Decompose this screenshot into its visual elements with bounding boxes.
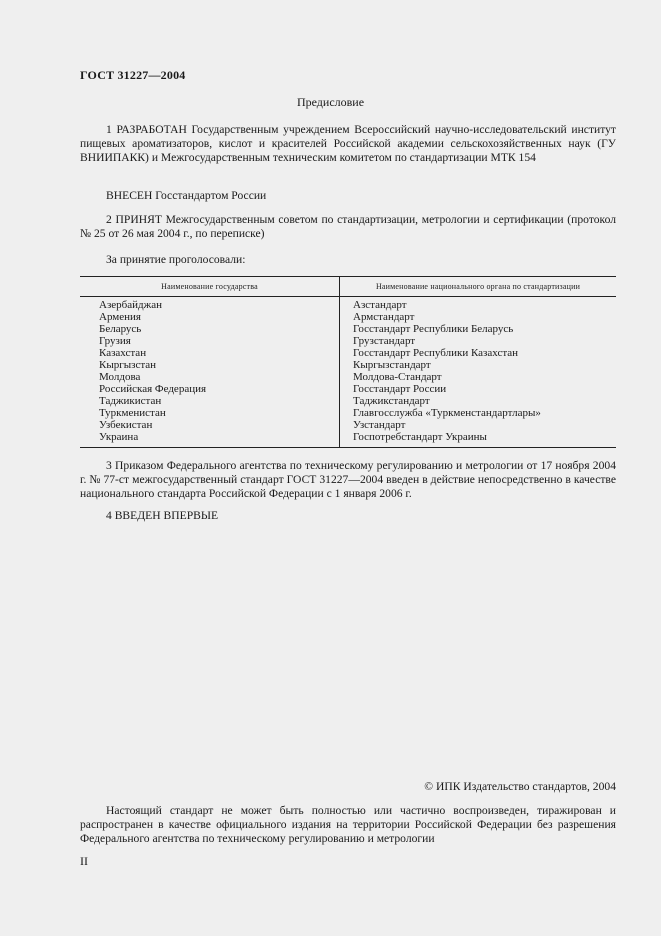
state-cell: Казахстан <box>80 347 340 359</box>
column-header-body: Наименование национального органа по стандартизации <box>340 277 617 297</box>
table-row <box>80 431 616 448</box>
standards-body-cell: Таджикстандарт <box>353 395 430 407</box>
state-cell: Узбекистан <box>80 419 340 431</box>
page-number: II <box>80 854 88 868</box>
item-adopted: 2 ПРИНЯТ Межгосударственным советом по стандартизации, метрологии и сертификации (протокол № 25 от 26 мая 2004 г., по переписке) <box>80 213 616 240</box>
state-cell: Молдова <box>80 371 340 383</box>
state-cell: Беларусь <box>80 323 340 335</box>
table-row <box>80 297 616 312</box>
standards-body-cell: Главгосслужба «Туркменстандартлары» <box>353 407 541 419</box>
table-row <box>80 395 616 407</box>
standards-body-cell: Госпотребстандарт Украины <box>340 431 617 448</box>
table-row <box>80 359 616 371</box>
state-cell: Армения <box>80 311 340 323</box>
state-cell: Таджикистан <box>80 395 340 407</box>
item-voted-intro: За принятие проголосовали: <box>106 253 246 266</box>
state-cell: Кыргызстан <box>80 359 340 371</box>
item-order: 3 Приказом Федерального агентства по техническому регулированию и метрологии от 17 ноября 2004 г. № 77-ст межгосударственный стандарт ГОСТ 31227—2004 введен в действие непосредственно в качестве национального стандарта Российской Федерации с 1 января 2006 г. <box>80 459 616 500</box>
standards-body-cell: Узстандарт <box>353 419 406 431</box>
standards-body-cell: Госстандарт Республики Казахстан <box>353 347 519 359</box>
standards-body-cell: Госстандарт Республики Беларусь <box>353 323 514 335</box>
copyright-notice: © ИПК Издательство стандартов, 2004 <box>424 780 616 793</box>
footer-note: Настоящий стандарт не может быть полностью или частично воспроизведен, тиражирован и распространен в качестве официального издания на территории Российской Федерации без разрешения Федерального агентства по техническому регулированию и метрологии <box>80 804 616 845</box>
state-cell: Грузия <box>80 335 340 347</box>
table-row <box>80 419 616 431</box>
vote-table-header <box>80 277 616 297</box>
section-title: Предисловие <box>296 95 365 109</box>
item-developed: 1 РАЗРАБОТАН Государственным учреждением Всероссийский научно-исследовательский институт пищевых ароматизаторов, кислот и красителей Российской академии сельскохозяйственных наук (ГУ ВНИИПАКК) и Межгосударственным техническим комитетом по стандартизации МТК 154 <box>80 123 616 164</box>
item-first-time: 4 ВВЕДЕН ВПЕРВЫЕ <box>106 509 219 522</box>
table-row <box>80 407 616 419</box>
table-row <box>80 335 616 347</box>
state-cell: Азербайджан <box>80 297 340 312</box>
table-row <box>80 323 616 335</box>
table-row <box>80 311 616 323</box>
standards-body-cell: Госстандарт России <box>353 383 447 395</box>
state-cell: Туркменистан <box>80 407 340 419</box>
standards-body-cell: Армстандарт <box>353 311 415 323</box>
column-header-state: Наименование государства <box>80 277 340 297</box>
document-code: ГОСТ 31227—2004 <box>80 68 186 82</box>
vote-table <box>80 276 616 448</box>
table-row <box>80 383 616 395</box>
item-introduced: ВНЕСЕН Госстандартом России <box>106 189 267 202</box>
standards-body-cell: Кыргызстандарт <box>353 359 431 371</box>
standards-body-cell: Азстандарт <box>353 299 407 311</box>
table-row <box>80 371 616 383</box>
standards-body-cell: Молдова-Стандарт <box>353 371 442 383</box>
standards-body-cell: Грузстандарт <box>353 335 416 347</box>
state-cell: Украина <box>80 431 340 448</box>
state-cell: Российская Федерация <box>80 383 340 395</box>
table-row <box>80 347 616 359</box>
